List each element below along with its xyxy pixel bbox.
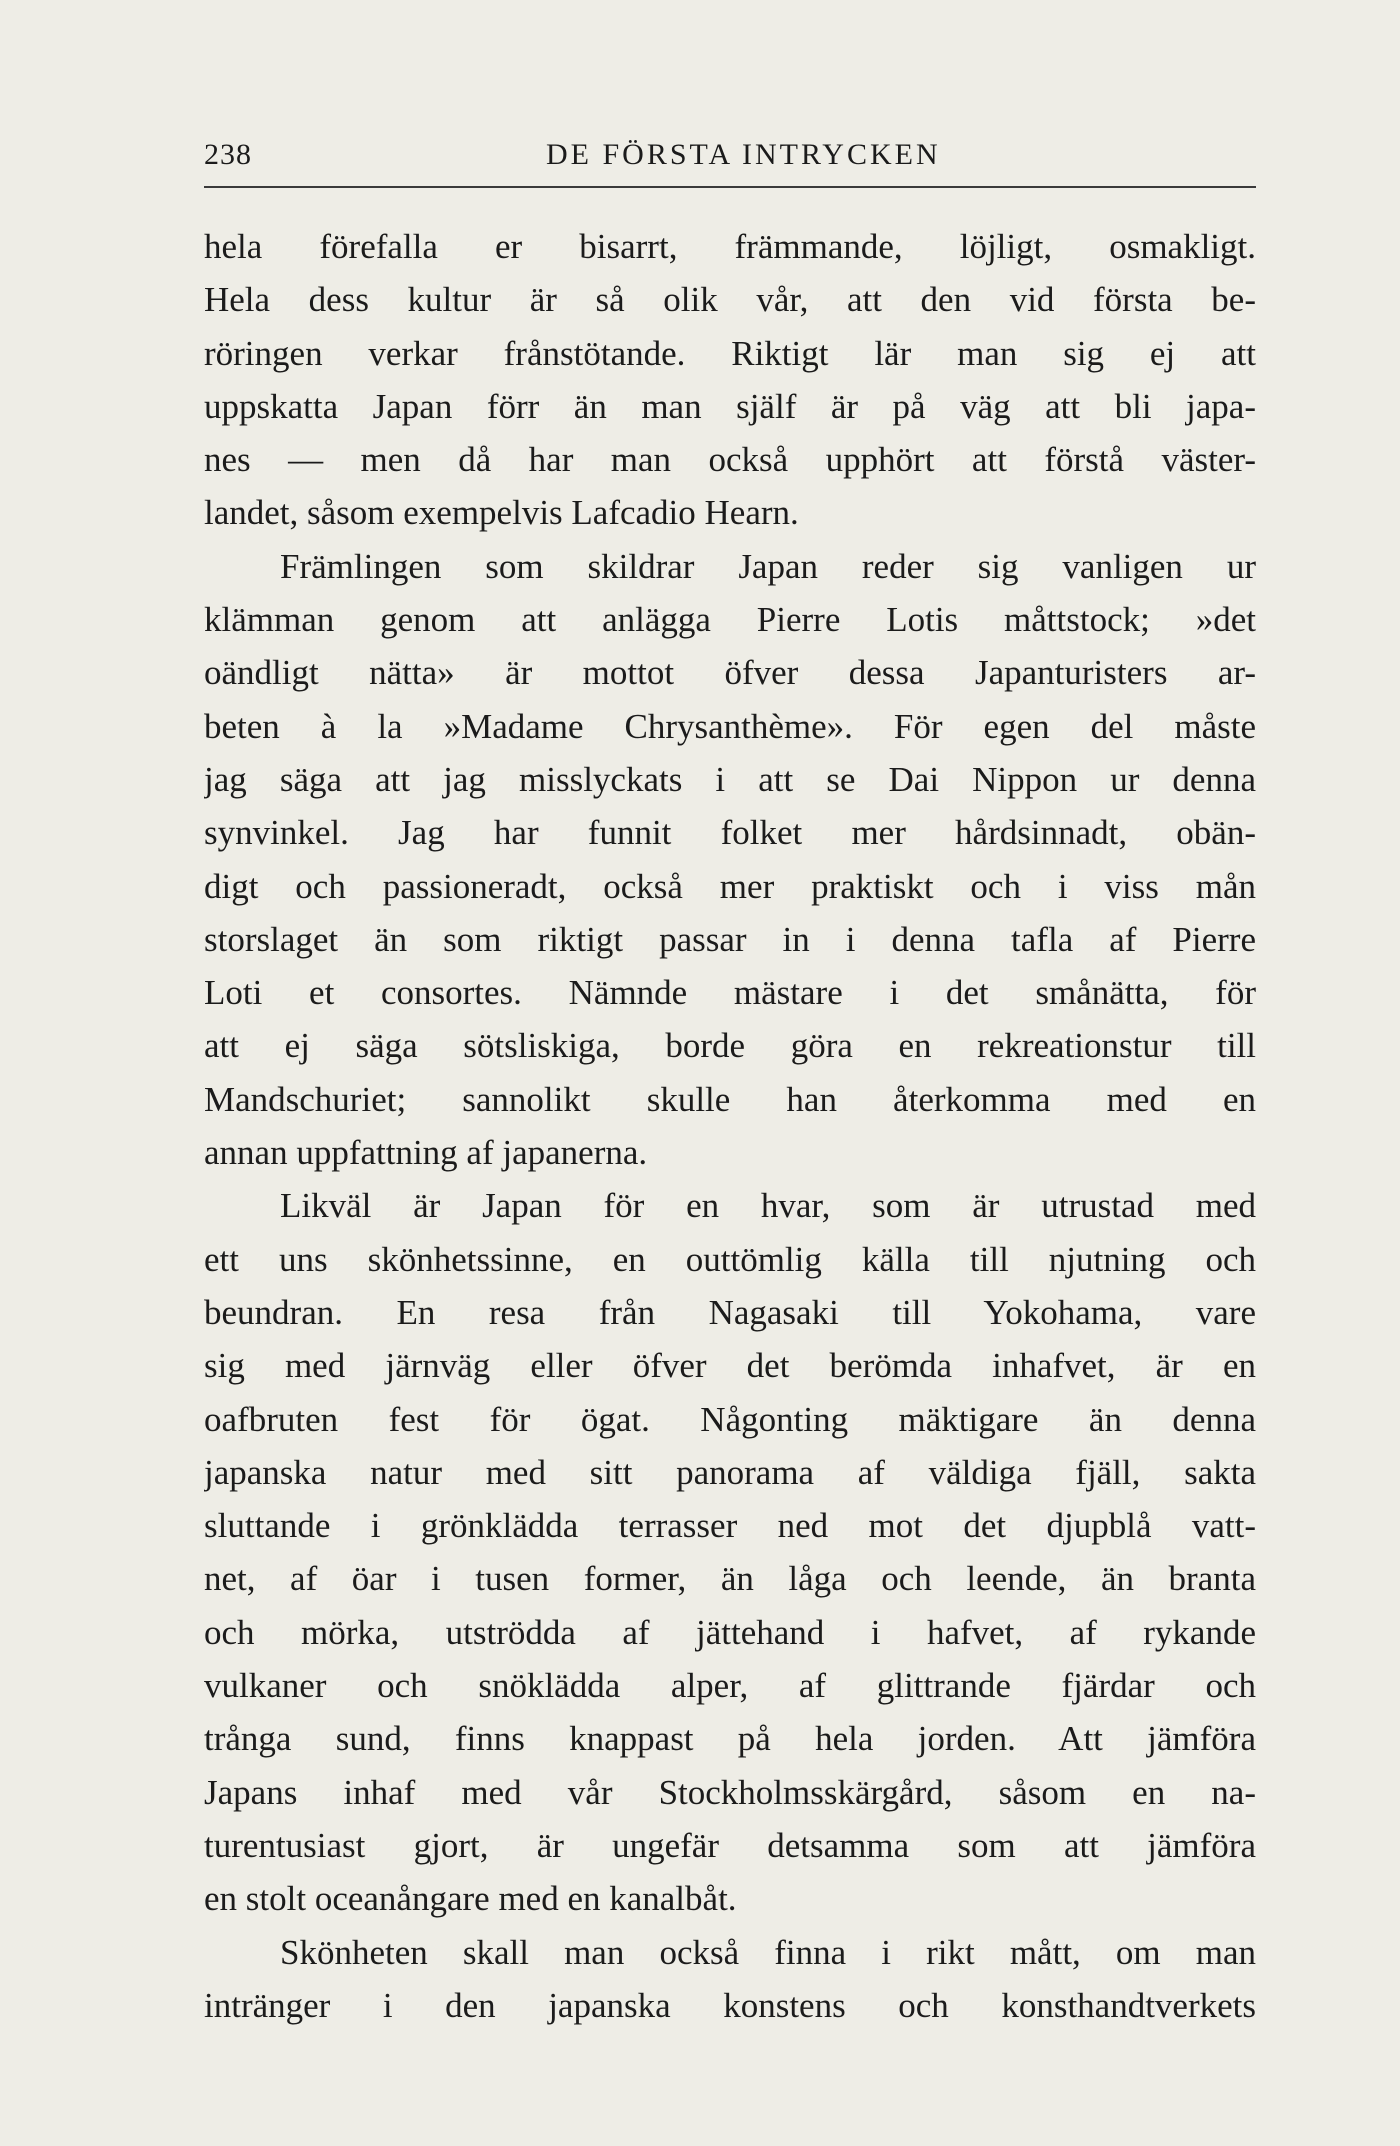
text-line: Mandschuriet; sannolikt skulle han återkomma med en [204, 1079, 1256, 1119]
text-line: turentusiast gjort, är ungefär detsamma som att jämföra [204, 1825, 1256, 1865]
text-line: sig med järnväg eller öfver det berömda inhafvet, är en [204, 1346, 1256, 1386]
text-line: storslaget än som riktigt passar in i denna tafla af Pierre [204, 919, 1256, 959]
text-line: jag säga att jag misslyckats i att se Dai Nippon ur denna [204, 759, 1256, 799]
page-header [204, 134, 1256, 184]
text-line: hela förefalla er bisarrt, främmande, löjligt, osmakligt. [204, 227, 1256, 266]
text-line: klämman genom att anlägga Pierre Lotis måttstock; »det [204, 600, 1256, 640]
text-line: japanska natur med sitt panorama af väldiga fjäll, sakta [204, 1452, 1256, 1492]
text-line: beundran. En resa från Nagasaki till Yokohama, vare [204, 1292, 1256, 1332]
text-line: ett uns skönhetssinne, en outtömlig källa till njutning och [204, 1239, 1256, 1279]
running-title: DE FÖRSTA INTRYCKEN [546, 138, 941, 171]
text-line: sluttande i grönklädda terrasser ned mot det djupblå vatt- [204, 1506, 1256, 1546]
text-line: beten à la »Madame Chrysanthème». För egen del måste [204, 706, 1256, 746]
text-line: oändligt nätta» är mottot öfver dessa Japanturisters ar- [204, 653, 1256, 693]
text-line: Hela dess kultur är så olik vår, att den vid första be- [204, 280, 1256, 320]
text-line: intränger i den japanska konstens och konsthandtverkets [204, 1985, 1256, 2025]
text-line: trånga sund, finns knappast på hela jorden. Att jämföra [204, 1719, 1256, 1759]
text-line: en stolt oceanångare med en kanalbåt. [204, 1879, 737, 1919]
text-line: uppskatta Japan förr än man själf är på väg att bli japa- [204, 386, 1256, 426]
text-line: nes — men då har man också upphört att förstå väster- [204, 440, 1256, 480]
text-line: synvinkel. Jag har funnit folket mer hårdsinnadt, obän- [204, 813, 1256, 853]
header-rule [204, 186, 1256, 188]
text-line: oafbruten fest för ögat. Någonting mäktigare än denna [204, 1399, 1256, 1439]
page-number: 238 [204, 138, 252, 171]
text-line: Skönheten skall man också finna i rikt mått, om man [280, 1932, 1256, 1972]
text-line: landet, såsom exempelvis Lafcadio Hearn. [204, 493, 799, 533]
text-line: Likväl är Japan för en hvar, som är utrustad med [280, 1186, 1256, 1226]
text-line: och mörka, utströdda af jättehand i hafvet, af rykande [204, 1612, 1256, 1652]
text-line: digt och passioneradt, också mer praktiskt och i viss mån [204, 866, 1256, 906]
text-line: att ej säga sötsliskiga, borde göra en rekreationstur till [204, 1026, 1256, 1066]
text-line: vulkaner och snöklädda alper, af glittrande fjärdar och [204, 1666, 1256, 1706]
text-line: net, af öar i tusen former, än låga och leende, än branta [204, 1559, 1256, 1599]
body-text [204, 220, 1256, 2032]
text-line: Loti et consortes. Nämnde mästare i det smånätta, för [204, 973, 1256, 1013]
text-line: röringen verkar frånstötande. Riktigt lär man sig ej att [204, 333, 1256, 373]
text-line: Japans inhaf med vår Stockholmsskärgård, såsom en na- [204, 1772, 1256, 1812]
text-line: Främlingen som skildrar Japan reder sig vanligen ur [280, 546, 1256, 586]
text-line: annan uppfattning af japanerna. [204, 1133, 648, 1173]
